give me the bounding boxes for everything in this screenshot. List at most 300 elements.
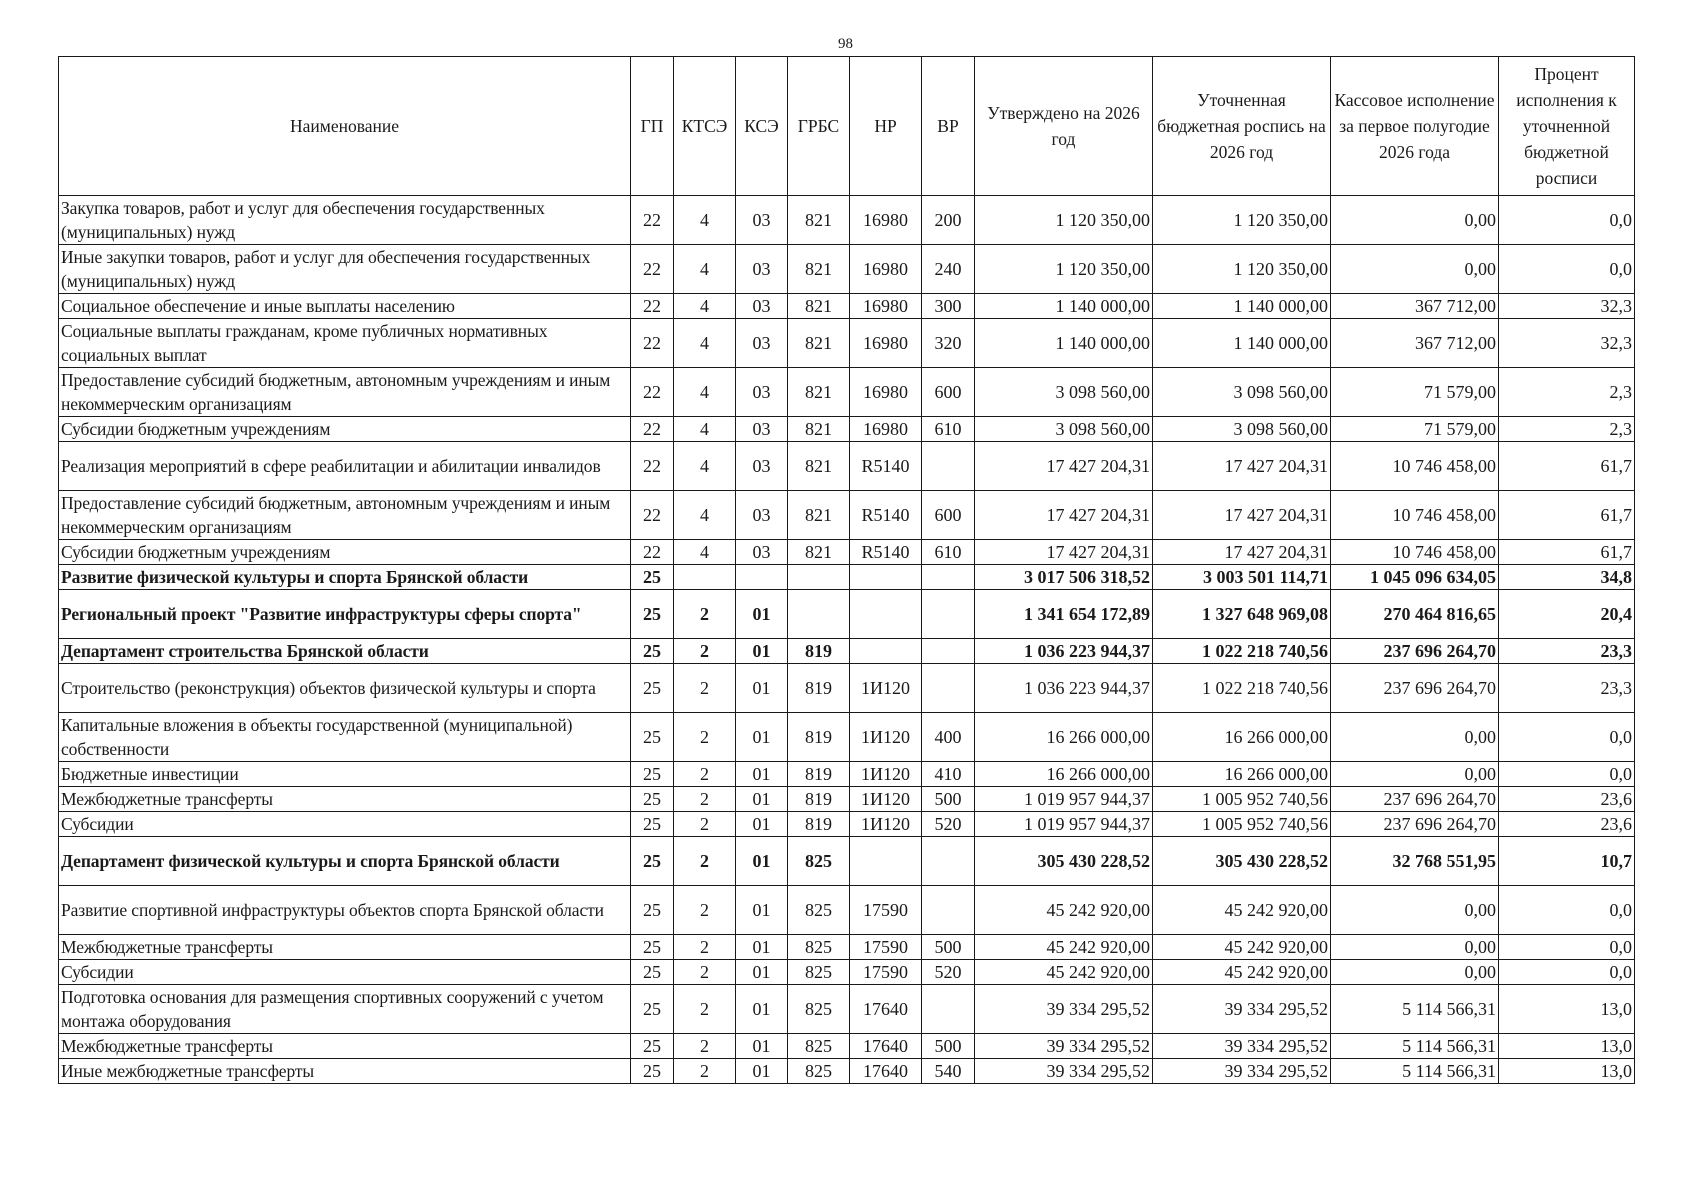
cell-gp: 22	[631, 196, 674, 245]
cell-name: Иные закупки товаров, работ и услуг для обеспечения государственных (муниципальных) нужд	[59, 245, 631, 294]
cell-refined: 1 022 218 740,56	[1153, 639, 1331, 664]
header-name: Наименование	[59, 57, 631, 196]
cell-name: Региональный проект "Развитие инфраструктуры сферы спорта"	[59, 590, 631, 639]
table-row	[59, 639, 1635, 664]
cell-approved: 1 036 223 944,37	[975, 664, 1153, 713]
cell-name: Развитие спортивной инфраструктуры объектов спорта Брянской области	[59, 886, 631, 935]
cell-nr: 17590	[850, 960, 922, 985]
table-row	[59, 590, 1635, 639]
cell-grbs: 825	[788, 1034, 850, 1059]
table-row	[59, 812, 1635, 837]
cell-name: Предоставление субсидий бюджетным, автономным учреждениям и иным некоммерческим организациям	[59, 491, 631, 540]
table-body	[59, 196, 1635, 1084]
cell-cash: 5 114 566,31	[1331, 1034, 1499, 1059]
budget-table	[58, 56, 1635, 1084]
cell-percent: 13,0	[1499, 1034, 1635, 1059]
cell-gp: 22	[631, 368, 674, 417]
cell-nr	[850, 590, 922, 639]
cell-name: Закупка товаров, работ и услуг для обеспечения государственных (муниципальных) нужд	[59, 196, 631, 245]
cell-grbs: 821	[788, 294, 850, 319]
cell-grbs: 821	[788, 368, 850, 417]
cell-gp: 25	[631, 590, 674, 639]
cell-approved: 1 019 957 944,37	[975, 787, 1153, 812]
cell-grbs: 819	[788, 762, 850, 787]
cell-gp: 25	[631, 787, 674, 812]
cell-vr: 520	[922, 812, 975, 837]
cell-name: Реализация мероприятий в сфере реабилитации и абилитации инвалидов	[59, 442, 631, 491]
cell-nr: 17640	[850, 985, 922, 1034]
cell-ktse: 2	[674, 812, 736, 837]
cell-ktse: 2	[674, 960, 736, 985]
cell-name: Подготовка основания для размещения спортивных сооружений с учетом монтажа оборудования	[59, 985, 631, 1034]
cell-kse: 03	[736, 491, 788, 540]
cell-vr: 500	[922, 787, 975, 812]
table-row	[59, 196, 1635, 245]
cell-nr: R5140	[850, 540, 922, 565]
cell-vr: 240	[922, 245, 975, 294]
cell-approved: 1 140 000,00	[975, 294, 1153, 319]
cell-refined: 1 140 000,00	[1153, 294, 1331, 319]
cell-cash: 0,00	[1331, 886, 1499, 935]
table-row	[59, 837, 1635, 886]
cell-nr: 16980	[850, 294, 922, 319]
cell-percent: 32,3	[1499, 319, 1635, 368]
cell-cash: 1 045 096 634,05	[1331, 565, 1499, 590]
cell-ktse: 4	[674, 417, 736, 442]
cell-gp: 22	[631, 540, 674, 565]
header-kse: КСЭ	[736, 57, 788, 196]
cell-percent: 0,0	[1499, 960, 1635, 985]
cell-vr: 600	[922, 491, 975, 540]
table-row	[59, 762, 1635, 787]
cell-ktse: 2	[674, 639, 736, 664]
cell-percent: 2,3	[1499, 417, 1635, 442]
table-row	[59, 491, 1635, 540]
cell-vr: 500	[922, 1034, 975, 1059]
cell-kse: 01	[736, 787, 788, 812]
cell-vr: 540	[922, 1059, 975, 1084]
cell-percent: 61,7	[1499, 540, 1635, 565]
table-row	[59, 294, 1635, 319]
cell-cash: 32 768 551,95	[1331, 837, 1499, 886]
cell-nr: 16980	[850, 196, 922, 245]
cell-gp: 25	[631, 1034, 674, 1059]
cell-ktse: 4	[674, 245, 736, 294]
cell-vr	[922, 442, 975, 491]
table-row	[59, 245, 1635, 294]
cell-cash: 367 712,00	[1331, 319, 1499, 368]
cell-grbs: 825	[788, 960, 850, 985]
cell-ktse: 2	[674, 713, 736, 762]
header-refined: Уточненная бюджетная роспись на 2026 год	[1153, 57, 1331, 196]
cell-approved: 16 266 000,00	[975, 713, 1153, 762]
cell-kse: 01	[736, 812, 788, 837]
cell-cash: 0,00	[1331, 713, 1499, 762]
cell-refined: 1 140 000,00	[1153, 319, 1331, 368]
cell-cash: 237 696 264,70	[1331, 664, 1499, 713]
cell-approved: 3 098 560,00	[975, 368, 1153, 417]
cell-vr	[922, 639, 975, 664]
cell-kse: 03	[736, 417, 788, 442]
cell-approved: 1 341 654 172,89	[975, 590, 1153, 639]
cell-gp: 22	[631, 319, 674, 368]
cell-nr: 16980	[850, 245, 922, 294]
cell-refined: 17 427 204,31	[1153, 442, 1331, 491]
cell-name: Бюджетные инвестиции	[59, 762, 631, 787]
cell-gp: 25	[631, 886, 674, 935]
cell-approved: 1 120 350,00	[975, 196, 1153, 245]
cell-kse: 01	[736, 985, 788, 1034]
cell-percent: 0,0	[1499, 762, 1635, 787]
cell-kse: 01	[736, 664, 788, 713]
cell-nr: 17640	[850, 1034, 922, 1059]
cell-refined: 1 005 952 740,56	[1153, 787, 1331, 812]
cell-kse: 01	[736, 590, 788, 639]
cell-vr: 300	[922, 294, 975, 319]
cell-name: Социальное обеспечение и иные выплаты населению	[59, 294, 631, 319]
cell-vr	[922, 886, 975, 935]
cell-name: Развитие физической культуры и спорта Брянской области	[59, 565, 631, 590]
header-gp: ГП	[631, 57, 674, 196]
table-row	[59, 368, 1635, 417]
cell-gp: 22	[631, 294, 674, 319]
cell-vr	[922, 664, 975, 713]
header-nr: НР	[850, 57, 922, 196]
cell-name: Департамент строительства Брянской области	[59, 639, 631, 664]
cell-ktse: 2	[674, 886, 736, 935]
cell-ktse	[674, 565, 736, 590]
cell-name: Субсидии	[59, 960, 631, 985]
cell-vr: 320	[922, 319, 975, 368]
header-ktse: КТСЭ	[674, 57, 736, 196]
cell-kse: 03	[736, 196, 788, 245]
cell-ktse: 2	[674, 935, 736, 960]
cell-kse: 03	[736, 368, 788, 417]
cell-refined: 1 327 648 969,08	[1153, 590, 1331, 639]
cell-percent: 10,7	[1499, 837, 1635, 886]
cell-name: Департамент физической культуры и спорта Брянской области	[59, 837, 631, 886]
cell-approved: 17 427 204,31	[975, 491, 1153, 540]
cell-kse: 01	[736, 713, 788, 762]
cell-cash: 5 114 566,31	[1331, 1059, 1499, 1084]
cell-cash: 0,00	[1331, 935, 1499, 960]
cell-nr: 1И120	[850, 812, 922, 837]
cell-grbs: 819	[788, 787, 850, 812]
cell-cash: 0,00	[1331, 196, 1499, 245]
cell-gp: 25	[631, 762, 674, 787]
cell-grbs: 819	[788, 713, 850, 762]
cell-approved: 45 242 920,00	[975, 960, 1153, 985]
cell-cash: 237 696 264,70	[1331, 787, 1499, 812]
cell-cash: 237 696 264,70	[1331, 812, 1499, 837]
cell-percent: 32,3	[1499, 294, 1635, 319]
cell-kse: 03	[736, 319, 788, 368]
cell-name: Субсидии бюджетным учреждениям	[59, 540, 631, 565]
cell-gp: 25	[631, 935, 674, 960]
cell-name: Субсидии бюджетным учреждениям	[59, 417, 631, 442]
page-number: 98	[838, 36, 853, 52]
cell-grbs: 821	[788, 491, 850, 540]
cell-kse: 01	[736, 886, 788, 935]
cell-percent: 23,3	[1499, 639, 1635, 664]
cell-kse: 03	[736, 442, 788, 491]
cell-name: Субсидии	[59, 812, 631, 837]
cell-approved: 45 242 920,00	[975, 886, 1153, 935]
cell-cash: 367 712,00	[1331, 294, 1499, 319]
cell-nr	[850, 639, 922, 664]
cell-percent: 0,0	[1499, 935, 1635, 960]
cell-name: Иные межбюджетные трансферты	[59, 1059, 631, 1084]
cell-refined: 17 427 204,31	[1153, 491, 1331, 540]
cell-approved: 16 266 000,00	[975, 762, 1153, 787]
cell-percent: 34,8	[1499, 565, 1635, 590]
cell-ktse: 2	[674, 837, 736, 886]
cell-refined: 305 430 228,52	[1153, 837, 1331, 886]
cell-refined: 3 098 560,00	[1153, 368, 1331, 417]
cell-nr	[850, 837, 922, 886]
cell-refined: 3 098 560,00	[1153, 417, 1331, 442]
table-header-row	[59, 57, 1635, 196]
cell-gp: 25	[631, 565, 674, 590]
cell-nr: 17640	[850, 1059, 922, 1084]
cell-gp: 25	[631, 664, 674, 713]
header-cash: Кассовое исполнение за первое полугодие 2026 года	[1331, 57, 1499, 196]
cell-kse	[736, 565, 788, 590]
table-row	[59, 319, 1635, 368]
cell-approved: 3 017 506 318,52	[975, 565, 1153, 590]
cell-grbs: 825	[788, 886, 850, 935]
cell-grbs: 819	[788, 639, 850, 664]
cell-cash: 0,00	[1331, 960, 1499, 985]
cell-percent: 0,0	[1499, 245, 1635, 294]
cell-grbs: 821	[788, 245, 850, 294]
cell-refined: 1 022 218 740,56	[1153, 664, 1331, 713]
cell-nr: 1И120	[850, 713, 922, 762]
cell-kse: 03	[736, 540, 788, 565]
table-row	[59, 1059, 1635, 1084]
cell-refined: 45 242 920,00	[1153, 960, 1331, 985]
cell-nr: R5140	[850, 491, 922, 540]
cell-gp: 25	[631, 985, 674, 1034]
cell-vr	[922, 590, 975, 639]
cell-ktse: 4	[674, 491, 736, 540]
cell-ktse: 2	[674, 590, 736, 639]
cell-kse: 01	[736, 762, 788, 787]
cell-grbs: 825	[788, 985, 850, 1034]
table-row	[59, 664, 1635, 713]
cell-nr: 16980	[850, 319, 922, 368]
cell-percent: 61,7	[1499, 442, 1635, 491]
cell-vr: 600	[922, 368, 975, 417]
cell-cash: 10 746 458,00	[1331, 540, 1499, 565]
cell-name: Межбюджетные трансферты	[59, 935, 631, 960]
table-row	[59, 540, 1635, 565]
cell-percent: 23,6	[1499, 812, 1635, 837]
table-row	[59, 985, 1635, 1034]
cell-vr: 610	[922, 540, 975, 565]
cell-gp: 25	[631, 1059, 674, 1084]
cell-grbs: 821	[788, 319, 850, 368]
cell-cash: 10 746 458,00	[1331, 491, 1499, 540]
header-approved: Утверждено на 2026 год	[975, 57, 1153, 196]
cell-gp: 22	[631, 491, 674, 540]
cell-gp: 25	[631, 713, 674, 762]
cell-gp: 25	[631, 639, 674, 664]
cell-ktse: 4	[674, 294, 736, 319]
cell-approved: 1 120 350,00	[975, 245, 1153, 294]
cell-grbs: 821	[788, 196, 850, 245]
cell-refined: 39 334 295,52	[1153, 1034, 1331, 1059]
cell-approved: 17 427 204,31	[975, 442, 1153, 491]
header-vr: ВР	[922, 57, 975, 196]
cell-kse: 01	[736, 960, 788, 985]
cell-cash: 237 696 264,70	[1331, 639, 1499, 664]
table-row	[59, 935, 1635, 960]
header-grbs: ГРБС	[788, 57, 850, 196]
cell-nr: 1И120	[850, 787, 922, 812]
cell-ktse: 2	[674, 1034, 736, 1059]
cell-percent: 61,7	[1499, 491, 1635, 540]
cell-name: Строительство (реконструкция) объектов физической культуры и спорта	[59, 664, 631, 713]
cell-nr: 1И120	[850, 762, 922, 787]
cell-approved: 1 140 000,00	[975, 319, 1153, 368]
cell-name: Межбюджетные трансферты	[59, 1034, 631, 1059]
cell-refined: 16 266 000,00	[1153, 762, 1331, 787]
cell-grbs	[788, 590, 850, 639]
cell-approved: 305 430 228,52	[975, 837, 1153, 886]
cell-vr: 410	[922, 762, 975, 787]
cell-name: Межбюджетные трансферты	[59, 787, 631, 812]
cell-gp: 22	[631, 417, 674, 442]
cell-vr	[922, 565, 975, 590]
cell-gp: 22	[631, 245, 674, 294]
cell-refined: 1 120 350,00	[1153, 245, 1331, 294]
cell-grbs: 821	[788, 540, 850, 565]
cell-approved: 45 242 920,00	[975, 935, 1153, 960]
cell-approved: 1 019 957 944,37	[975, 812, 1153, 837]
cell-percent: 23,3	[1499, 664, 1635, 713]
cell-grbs: 825	[788, 837, 850, 886]
cell-kse: 01	[736, 1034, 788, 1059]
cell-gp: 25	[631, 812, 674, 837]
cell-approved: 39 334 295,52	[975, 1034, 1153, 1059]
table-row	[59, 417, 1635, 442]
cell-vr: 500	[922, 935, 975, 960]
cell-ktse: 4	[674, 319, 736, 368]
cell-refined: 39 334 295,52	[1153, 1059, 1331, 1084]
cell-gp: 25	[631, 960, 674, 985]
cell-vr	[922, 837, 975, 886]
cell-refined: 3 003 501 114,71	[1153, 565, 1331, 590]
cell-approved: 3 098 560,00	[975, 417, 1153, 442]
cell-cash: 5 114 566,31	[1331, 985, 1499, 1034]
table-row	[59, 787, 1635, 812]
cell-vr: 200	[922, 196, 975, 245]
cell-cash: 0,00	[1331, 762, 1499, 787]
cell-percent: 23,6	[1499, 787, 1635, 812]
cell-percent: 13,0	[1499, 985, 1635, 1034]
cell-kse: 01	[736, 837, 788, 886]
cell-refined: 1 120 350,00	[1153, 196, 1331, 245]
cell-grbs: 819	[788, 664, 850, 713]
cell-ktse: 2	[674, 1059, 736, 1084]
cell-vr	[922, 985, 975, 1034]
cell-approved: 39 334 295,52	[975, 985, 1153, 1034]
table-row	[59, 442, 1635, 491]
cell-ktse: 2	[674, 762, 736, 787]
cell-kse: 03	[736, 294, 788, 319]
cell-nr: 17590	[850, 886, 922, 935]
header-percent: Процент исполнения к уточненной бюджетной росписи	[1499, 57, 1635, 196]
cell-kse: 01	[736, 639, 788, 664]
cell-grbs: 819	[788, 812, 850, 837]
cell-vr: 610	[922, 417, 975, 442]
table-row	[59, 1034, 1635, 1059]
cell-approved: 17 427 204,31	[975, 540, 1153, 565]
cell-name: Предоставление субсидий бюджетным, автономным учреждениям и иным некоммерческим организациям	[59, 368, 631, 417]
cell-cash: 270 464 816,65	[1331, 590, 1499, 639]
cell-refined: 16 266 000,00	[1153, 713, 1331, 762]
cell-name: Капитальные вложения в объекты государственной (муниципальной) собственности	[59, 713, 631, 762]
cell-ktse: 4	[674, 540, 736, 565]
cell-ktse: 4	[674, 368, 736, 417]
cell-percent: 0,0	[1499, 713, 1635, 762]
cell-ktse: 4	[674, 442, 736, 491]
cell-kse: 01	[736, 1059, 788, 1084]
cell-gp: 22	[631, 442, 674, 491]
table-row	[59, 960, 1635, 985]
cell-vr: 400	[922, 713, 975, 762]
cell-grbs: 821	[788, 442, 850, 491]
cell-grbs: 825	[788, 1059, 850, 1084]
cell-grbs: 821	[788, 417, 850, 442]
table-row	[59, 565, 1635, 590]
cell-refined: 17 427 204,31	[1153, 540, 1331, 565]
cell-refined: 39 334 295,52	[1153, 985, 1331, 1034]
cell-grbs: 825	[788, 935, 850, 960]
cell-kse: 01	[736, 935, 788, 960]
cell-nr: 16980	[850, 368, 922, 417]
cell-approved: 1 036 223 944,37	[975, 639, 1153, 664]
cell-refined: 1 005 952 740,56	[1153, 812, 1331, 837]
cell-refined: 45 242 920,00	[1153, 935, 1331, 960]
cell-percent: 0,0	[1499, 196, 1635, 245]
cell-nr	[850, 565, 922, 590]
cell-nr: 17590	[850, 935, 922, 960]
cell-vr: 520	[922, 960, 975, 985]
cell-cash: 0,00	[1331, 245, 1499, 294]
cell-grbs	[788, 565, 850, 590]
cell-nr: R5140	[850, 442, 922, 491]
cell-refined: 45 242 920,00	[1153, 886, 1331, 935]
cell-percent: 13,0	[1499, 1059, 1635, 1084]
cell-cash: 71 579,00	[1331, 417, 1499, 442]
cell-percent: 0,0	[1499, 886, 1635, 935]
cell-approved: 39 334 295,52	[975, 1059, 1153, 1084]
cell-percent: 20,4	[1499, 590, 1635, 639]
cell-nr: 1И120	[850, 664, 922, 713]
cell-ktse: 2	[674, 787, 736, 812]
cell-cash: 10 746 458,00	[1331, 442, 1499, 491]
cell-ktse: 4	[674, 196, 736, 245]
cell-name: Социальные выплаты гражданам, кроме публичных нормативных социальных выплат	[59, 319, 631, 368]
cell-kse: 03	[736, 245, 788, 294]
cell-nr: 16980	[850, 417, 922, 442]
cell-ktse: 2	[674, 985, 736, 1034]
cell-cash: 71 579,00	[1331, 368, 1499, 417]
table-row	[59, 713, 1635, 762]
cell-gp: 25	[631, 837, 674, 886]
